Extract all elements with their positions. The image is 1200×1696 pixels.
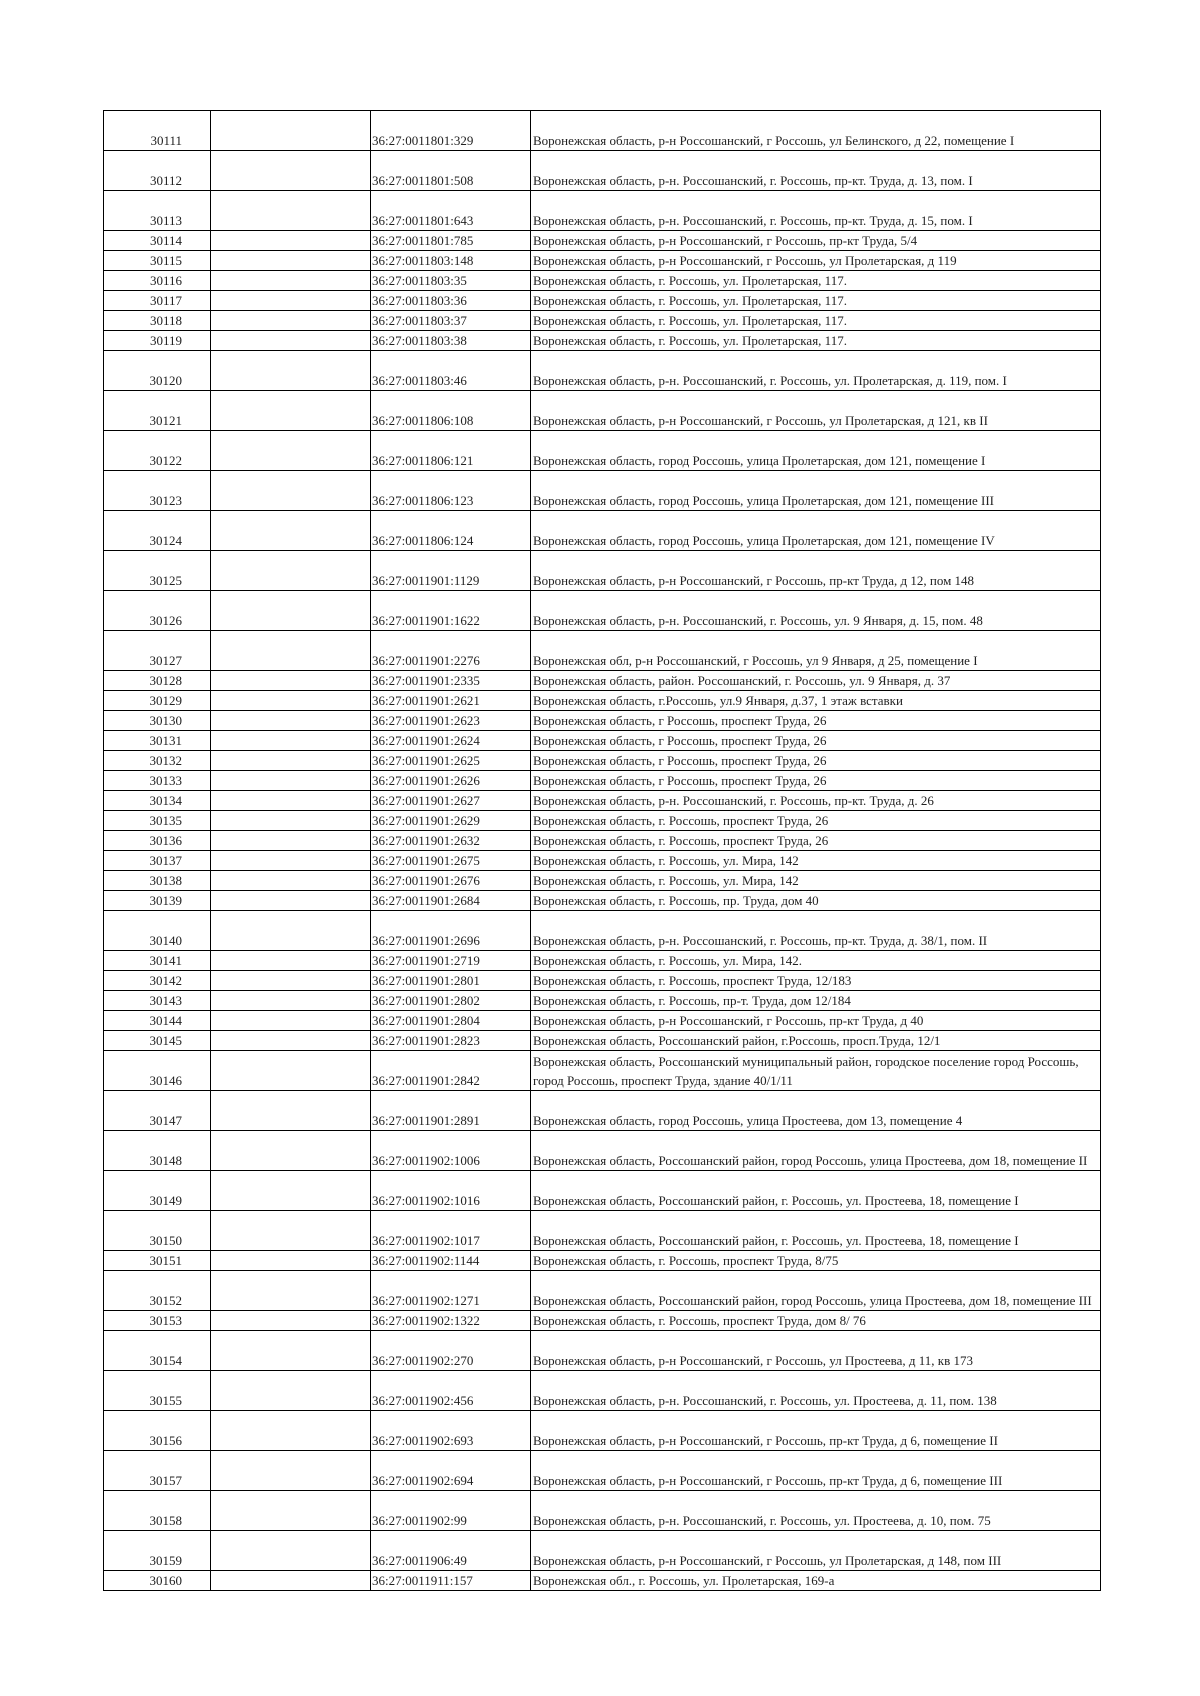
cadastral-number: 36:27:0011901:2623 bbox=[371, 711, 531, 731]
cadastral-number: 36:27:0011901:1622 bbox=[371, 591, 531, 631]
address: Воронежская область, город Россошь, улица Пролетарская, дом 121, помещение I bbox=[531, 431, 1101, 471]
address: Воронежская область, р-н Россошанский, г Россошь, ул Белинского, д 22, помещение I bbox=[531, 111, 1101, 151]
address: Воронежская область, район. Россошанский, г. Россошь, ул. 9 Января, д. 37 bbox=[531, 671, 1101, 691]
empty-cell bbox=[211, 1011, 371, 1031]
table-row bbox=[104, 911, 1101, 951]
cadastral-number: 36:27:0011902:693 bbox=[371, 1411, 531, 1451]
address: Воронежская область, г. Россошь, ул. Мира, 142. bbox=[531, 951, 1101, 971]
cadastral-number: 36:27:0011803:148 bbox=[371, 251, 531, 271]
empty-cell bbox=[211, 671, 371, 691]
address: Воронежская область, г. Россошь, проспект Труда, дом 8/ 76 bbox=[531, 1311, 1101, 1331]
row-number: 30111 bbox=[104, 111, 211, 151]
empty-cell bbox=[211, 751, 371, 771]
cadastral-number: 36:27:0011902:1322 bbox=[371, 1311, 531, 1331]
cadastral-number: 36:27:0011901:2696 bbox=[371, 911, 531, 951]
row-number: 30144 bbox=[104, 1011, 211, 1031]
row-number: 30118 bbox=[104, 311, 211, 331]
empty-cell bbox=[211, 991, 371, 1011]
table-row bbox=[104, 111, 1101, 151]
row-number: 30133 bbox=[104, 771, 211, 791]
empty-cell bbox=[211, 1171, 371, 1211]
table-row bbox=[104, 1491, 1101, 1531]
row-number: 30145 bbox=[104, 1031, 211, 1051]
empty-cell bbox=[211, 1331, 371, 1371]
row-number: 30120 bbox=[104, 351, 211, 391]
cadastral-number: 36:27:0011901:2632 bbox=[371, 831, 531, 851]
cadastral-number: 36:27:0011901:2675 bbox=[371, 851, 531, 871]
table-row bbox=[104, 311, 1101, 331]
address: Воронежская область, Россошанский район, г.Россошь, просп.Труда, 12/1 bbox=[531, 1031, 1101, 1051]
row-number: 30149 bbox=[104, 1171, 211, 1211]
cadastral-number: 36:27:0011801:785 bbox=[371, 231, 531, 251]
table-row bbox=[104, 231, 1101, 251]
empty-cell bbox=[211, 711, 371, 731]
row-number: 30123 bbox=[104, 471, 211, 511]
cadastral-number: 36:27:0011901:2625 bbox=[371, 751, 531, 771]
row-number: 30112 bbox=[104, 151, 211, 191]
table-row bbox=[104, 751, 1101, 771]
table-row bbox=[104, 291, 1101, 311]
table-row bbox=[104, 1271, 1101, 1311]
address: Воронежская область, Россошанский район, город Россошь, улица Простеева, дом 18, помещение III bbox=[531, 1271, 1101, 1311]
address: Воронежская область, город Россошь, улица Пролетарская, дом 121, помещение IV bbox=[531, 511, 1101, 551]
table-row bbox=[104, 991, 1101, 1011]
table-row bbox=[104, 831, 1101, 851]
table-row bbox=[104, 471, 1101, 511]
row-number: 30157 bbox=[104, 1451, 211, 1491]
cadastral-number: 36:27:0011902:1016 bbox=[371, 1171, 531, 1211]
row-number: 30155 bbox=[104, 1371, 211, 1411]
address: Воронежская область, г. Россошь, ул. Пролетарская, 117. bbox=[531, 291, 1101, 311]
table-row bbox=[104, 1371, 1101, 1411]
table-row bbox=[104, 1251, 1101, 1271]
table-row bbox=[104, 711, 1101, 731]
row-number: 30132 bbox=[104, 751, 211, 771]
empty-cell bbox=[211, 731, 371, 751]
empty-cell bbox=[211, 191, 371, 231]
address: Воронежская область, р-н Россошанский, г Россошь, ул Пролетарская, д 119 bbox=[531, 251, 1101, 271]
empty-cell bbox=[211, 251, 371, 271]
row-number: 30125 bbox=[104, 551, 211, 591]
table-row bbox=[104, 591, 1101, 631]
row-number: 30122 bbox=[104, 431, 211, 471]
table-row bbox=[104, 1571, 1101, 1591]
table-row bbox=[104, 791, 1101, 811]
address: Воронежская область, Россошанский район, г. Россошь, ул. Простеева, 18, помещение I bbox=[531, 1171, 1101, 1211]
address: Воронежская область, г. Россошь, пр. Труда, дом 40 bbox=[531, 891, 1101, 911]
empty-cell bbox=[211, 1271, 371, 1311]
table-row bbox=[104, 1331, 1101, 1371]
cadastral-number: 36:27:0011901:2804 bbox=[371, 1011, 531, 1031]
empty-cell bbox=[211, 1091, 371, 1131]
row-number: 30131 bbox=[104, 731, 211, 751]
cadastral-number: 36:27:0011806:121 bbox=[371, 431, 531, 471]
table-row bbox=[104, 1011, 1101, 1031]
empty-cell bbox=[211, 231, 371, 251]
table-row bbox=[104, 971, 1101, 991]
table-row bbox=[104, 1451, 1101, 1491]
cadastral-number: 36:27:0011906:49 bbox=[371, 1531, 531, 1571]
cadastral-number: 36:27:0011803:35 bbox=[371, 271, 531, 291]
address: Воронежская область, р-н Россошанский, г Россошь, пр-кт Труда, 5/4 bbox=[531, 231, 1101, 251]
cadastral-number: 36:27:0011901:2684 bbox=[371, 891, 531, 911]
empty-cell bbox=[211, 1451, 371, 1491]
row-number: 30151 bbox=[104, 1251, 211, 1271]
cadastral-number: 36:27:0011901:2627 bbox=[371, 791, 531, 811]
address: Воронежская область, г.Россошь, ул.9 Января, д.37, 1 этаж вставки bbox=[531, 691, 1101, 711]
cadastral-number: 36:27:0011901:2823 bbox=[371, 1031, 531, 1051]
row-number: 30129 bbox=[104, 691, 211, 711]
empty-cell bbox=[211, 911, 371, 951]
address: Воронежская область, Россошанский муниципальный район, городское поселение город Россошь, город Россошь, проспект Труда, здание 40/1/11 bbox=[531, 1051, 1101, 1091]
empty-cell bbox=[211, 1491, 371, 1531]
address: Воронежская область, р-н Россошанский, г Россошь, ул Простеева, д 11, кв 173 bbox=[531, 1331, 1101, 1371]
address: Воронежская область, Россошанский район, г. Россошь, ул. Простеева, 18, помещение I bbox=[531, 1211, 1101, 1251]
table-row bbox=[104, 431, 1101, 471]
cadastral-number: 36:27:0011901:2801 bbox=[371, 971, 531, 991]
address: Воронежская область, г Россошь, проспект Труда, 26 bbox=[531, 711, 1101, 731]
table-row bbox=[104, 351, 1101, 391]
empty-cell bbox=[211, 511, 371, 551]
row-number: 30146 bbox=[104, 1051, 211, 1091]
row-number: 30128 bbox=[104, 671, 211, 691]
empty-cell bbox=[211, 1411, 371, 1451]
row-number: 30127 bbox=[104, 631, 211, 671]
cadastral-number: 36:27:0011901:2676 bbox=[371, 871, 531, 891]
address: Воронежская область, г Россошь, проспект Труда, 26 bbox=[531, 751, 1101, 771]
row-number: 30160 bbox=[104, 1571, 211, 1591]
table-row bbox=[104, 871, 1101, 891]
empty-cell bbox=[211, 691, 371, 711]
row-number: 30114 bbox=[104, 231, 211, 251]
row-number: 30148 bbox=[104, 1131, 211, 1171]
cadastral-number: 36:27:0011901:2626 bbox=[371, 771, 531, 791]
cadastral-number: 36:27:0011901:2719 bbox=[371, 951, 531, 971]
empty-cell bbox=[211, 1251, 371, 1271]
empty-cell bbox=[211, 871, 371, 891]
row-number: 30156 bbox=[104, 1411, 211, 1451]
address: Воронежская обл, р-н Россошанский, г Россошь, ул 9 Января, д 25, помещение I bbox=[531, 631, 1101, 671]
address: Воронежская область, р-н. Россошанский, г. Россошь, ул. Простеева, д. 11, пом. 138 bbox=[531, 1371, 1101, 1411]
empty-cell bbox=[211, 351, 371, 391]
table-row bbox=[104, 891, 1101, 911]
empty-cell bbox=[211, 1131, 371, 1171]
table-row bbox=[104, 1311, 1101, 1331]
row-number: 30119 bbox=[104, 331, 211, 351]
cadastral-number: 36:27:0011902:456 bbox=[371, 1371, 531, 1411]
empty-cell bbox=[211, 151, 371, 191]
address: Воронежская область, р-н Россошанский, г Россошь, пр-кт Труда, д 6, помещение III bbox=[531, 1451, 1101, 1491]
address: Воронежская область, г. Россошь, ул. Пролетарская, 117. bbox=[531, 331, 1101, 351]
row-number: 30154 bbox=[104, 1331, 211, 1371]
empty-cell bbox=[211, 831, 371, 851]
table-row bbox=[104, 1031, 1101, 1051]
address: Воронежская обл., г. Россошь, ул. Пролетарская, 169-а bbox=[531, 1571, 1101, 1591]
address: Воронежская область, р-н. Россошанский, г. Россошь, пр-кт. Труда, д. 26 bbox=[531, 791, 1101, 811]
cadastral-number: 36:27:0011901:2621 bbox=[371, 691, 531, 711]
empty-cell bbox=[211, 471, 371, 511]
address: Воронежская область, р-н Россошанский, г Россошь, пр-кт Труда, д 12, пом 148 bbox=[531, 551, 1101, 591]
cadastral-number: 36:27:0011901:2842 bbox=[371, 1051, 531, 1091]
table-row bbox=[104, 391, 1101, 431]
row-number: 30137 bbox=[104, 851, 211, 871]
address: Воронежская область, р-н. Россошанский, г. Россошь, ул. Простеева, д. 10, пом. 75 bbox=[531, 1491, 1101, 1531]
row-number: 30140 bbox=[104, 911, 211, 951]
address: Воронежская область, р-н Россошанский, г Россошь, пр-кт Труда, д 40 bbox=[531, 1011, 1101, 1031]
cadastral-number: 36:27:0011901:2802 bbox=[371, 991, 531, 1011]
cadastral-number: 36:27:0011803:36 bbox=[371, 291, 531, 311]
table-row bbox=[104, 951, 1101, 971]
cadastral-number: 36:27:0011803:38 bbox=[371, 331, 531, 351]
empty-cell bbox=[211, 1371, 371, 1411]
table-row bbox=[104, 1091, 1101, 1131]
row-number: 30141 bbox=[104, 951, 211, 971]
table-row bbox=[104, 771, 1101, 791]
table-row bbox=[104, 331, 1101, 351]
row-number: 30126 bbox=[104, 591, 211, 631]
row-number: 30136 bbox=[104, 831, 211, 851]
table-row bbox=[104, 1171, 1101, 1211]
empty-cell bbox=[211, 391, 371, 431]
cadastral-number: 36:27:0011901:2624 bbox=[371, 731, 531, 751]
address: Воронежская область, г. Россошь, ул. Пролетарская, 117. bbox=[531, 311, 1101, 331]
empty-cell bbox=[211, 1211, 371, 1251]
cadastral-number: 36:27:0011901:2276 bbox=[371, 631, 531, 671]
address: Воронежская область, р-н. Россошанский, г. Россошь, пр-кт. Труда, д. 15, пом. I bbox=[531, 191, 1101, 231]
cadastral-number: 36:27:0011801:329 bbox=[371, 111, 531, 151]
cadastral-number: 36:27:0011801:508 bbox=[371, 151, 531, 191]
table-row bbox=[104, 1531, 1101, 1571]
empty-cell bbox=[211, 1531, 371, 1571]
cadastral-number: 36:27:0011806:123 bbox=[371, 471, 531, 511]
row-number: 30134 bbox=[104, 791, 211, 811]
empty-cell bbox=[211, 631, 371, 671]
address: Воронежская область, Россошанский район, город Россошь, улица Простеева, дом 18, помещение II bbox=[531, 1131, 1101, 1171]
address: Воронежская область, г. Россошь, проспект Труда, 8/75 bbox=[531, 1251, 1101, 1271]
address: Воронежская область, г Россошь, проспект Труда, 26 bbox=[531, 771, 1101, 791]
table-row bbox=[104, 1411, 1101, 1451]
address: Воронежская область, г. Россошь, проспект Труда, 26 bbox=[531, 831, 1101, 851]
address: Воронежская область, г. Россошь, проспект Труда, 12/183 bbox=[531, 971, 1101, 991]
address: Воронежская область, р-н Россошанский, г Россошь, пр-кт Труда, д 6, помещение II bbox=[531, 1411, 1101, 1451]
address: Воронежская область, город Россошь, улица Простеева, дом 13, помещение 4 bbox=[531, 1091, 1101, 1131]
table-row bbox=[104, 851, 1101, 871]
empty-cell bbox=[211, 551, 371, 591]
table-row bbox=[104, 251, 1101, 271]
cadastral-number: 36:27:0011803:37 bbox=[371, 311, 531, 331]
table-row bbox=[104, 1051, 1101, 1091]
cadastral-number: 36:27:0011803:46 bbox=[371, 351, 531, 391]
table-row bbox=[104, 1131, 1101, 1171]
row-number: 30150 bbox=[104, 1211, 211, 1251]
row-number: 30117 bbox=[104, 291, 211, 311]
registry-rows bbox=[104, 111, 1101, 1591]
table-row bbox=[104, 511, 1101, 551]
address: Воронежская область, р-н Россошанский, г Россошь, ул Пролетарская, д 148, пом III bbox=[531, 1531, 1101, 1571]
empty-cell bbox=[211, 331, 371, 351]
cadastral-number: 36:27:0011902:99 bbox=[371, 1491, 531, 1531]
row-number: 30116 bbox=[104, 271, 211, 291]
empty-cell bbox=[211, 851, 371, 871]
cadastral-number: 36:27:0011902:1144 bbox=[371, 1251, 531, 1271]
cadastral-number: 36:27:0011801:643 bbox=[371, 191, 531, 231]
empty-cell bbox=[211, 1571, 371, 1591]
empty-cell bbox=[211, 431, 371, 471]
cadastral-number: 36:27:0011902:1006 bbox=[371, 1131, 531, 1171]
cadastral-number: 36:27:0011902:694 bbox=[371, 1451, 531, 1491]
cadastral-number: 36:27:0011901:2891 bbox=[371, 1091, 531, 1131]
cadastral-number: 36:27:0011806:124 bbox=[371, 511, 531, 551]
empty-cell bbox=[211, 951, 371, 971]
row-number: 30121 bbox=[104, 391, 211, 431]
row-number: 30152 bbox=[104, 1271, 211, 1311]
cadastral-number: 36:27:0011902:270 bbox=[371, 1331, 531, 1371]
row-number: 30113 bbox=[104, 191, 211, 231]
empty-cell bbox=[211, 271, 371, 291]
empty-cell bbox=[211, 1311, 371, 1331]
table-row bbox=[104, 191, 1101, 231]
empty-cell bbox=[211, 811, 371, 831]
table-row bbox=[104, 811, 1101, 831]
cadastral-number: 36:27:0011901:2629 bbox=[371, 811, 531, 831]
address: Воронежская область, р-н Россошанский, г Россошь, ул Пролетарская, д 121, кв II bbox=[531, 391, 1101, 431]
address: Воронежская область, г. Россошь, проспект Труда, 26 bbox=[531, 811, 1101, 831]
address: Воронежская область, г. Россошь, ул. Пролетарская, 117. bbox=[531, 271, 1101, 291]
table-row bbox=[104, 271, 1101, 291]
row-number: 30143 bbox=[104, 991, 211, 1011]
registry-table bbox=[103, 110, 1101, 1591]
address: Воронежская область, г Россошь, проспект Труда, 26 bbox=[531, 731, 1101, 751]
row-number: 30159 bbox=[104, 1531, 211, 1571]
table-row bbox=[104, 1211, 1101, 1251]
cadastral-number: 36:27:0011901:2335 bbox=[371, 671, 531, 691]
address: Воронежская область, р-н. Россошанский, г. Россошь, ул. 9 Января, д. 15, пом. 48 bbox=[531, 591, 1101, 631]
empty-cell bbox=[211, 791, 371, 811]
empty-cell bbox=[211, 111, 371, 151]
address: Воронежская область, р-н. Россошанский, г. Россошь, ул. Пролетарская, д. 119, пом. I bbox=[531, 351, 1101, 391]
row-number: 30130 bbox=[104, 711, 211, 731]
row-number: 30135 bbox=[104, 811, 211, 831]
table-row bbox=[104, 151, 1101, 191]
table-row bbox=[104, 671, 1101, 691]
cadastral-number: 36:27:0011901:1129 bbox=[371, 551, 531, 591]
empty-cell bbox=[211, 291, 371, 311]
cadastral-number: 36:27:0011902:1017 bbox=[371, 1211, 531, 1251]
empty-cell bbox=[211, 311, 371, 331]
empty-cell bbox=[211, 771, 371, 791]
table-row bbox=[104, 631, 1101, 671]
row-number: 30153 bbox=[104, 1311, 211, 1331]
cadastral-number: 36:27:0011911:157 bbox=[371, 1571, 531, 1591]
address: Воронежская область, г. Россошь, пр-т. Труда, дом 12/184 bbox=[531, 991, 1101, 1011]
address: Воронежская область, р-н. Россошанский, г. Россошь, пр-кт. Труда, д. 38/1, пом. II bbox=[531, 911, 1101, 951]
row-number: 30124 bbox=[104, 511, 211, 551]
empty-cell bbox=[211, 1051, 371, 1091]
address: Воронежская область, город Россошь, улица Пролетарская, дом 121, помещение III bbox=[531, 471, 1101, 511]
cadastral-number: 36:27:0011806:108 bbox=[371, 391, 531, 431]
empty-cell bbox=[211, 971, 371, 991]
table-row bbox=[104, 691, 1101, 711]
address: Воронежская область, г. Россошь, ул. Мира, 142 bbox=[531, 851, 1101, 871]
row-number: 30138 bbox=[104, 871, 211, 891]
row-number: 30158 bbox=[104, 1491, 211, 1531]
cadastral-number: 36:27:0011902:1271 bbox=[371, 1271, 531, 1311]
row-number: 30142 bbox=[104, 971, 211, 991]
empty-cell bbox=[211, 591, 371, 631]
row-number: 30115 bbox=[104, 251, 211, 271]
row-number: 30147 bbox=[104, 1091, 211, 1131]
empty-cell bbox=[211, 1031, 371, 1051]
row-number: 30139 bbox=[104, 891, 211, 911]
empty-cell bbox=[211, 891, 371, 911]
address: Воронежская область, р-н. Россошанский, г. Россошь, пр-кт. Труда, д. 13, пом. I bbox=[531, 151, 1101, 191]
address: Воронежская область, г. Россошь, ул. Мира, 142 bbox=[531, 871, 1101, 891]
table-row bbox=[104, 731, 1101, 751]
table-row bbox=[104, 551, 1101, 591]
